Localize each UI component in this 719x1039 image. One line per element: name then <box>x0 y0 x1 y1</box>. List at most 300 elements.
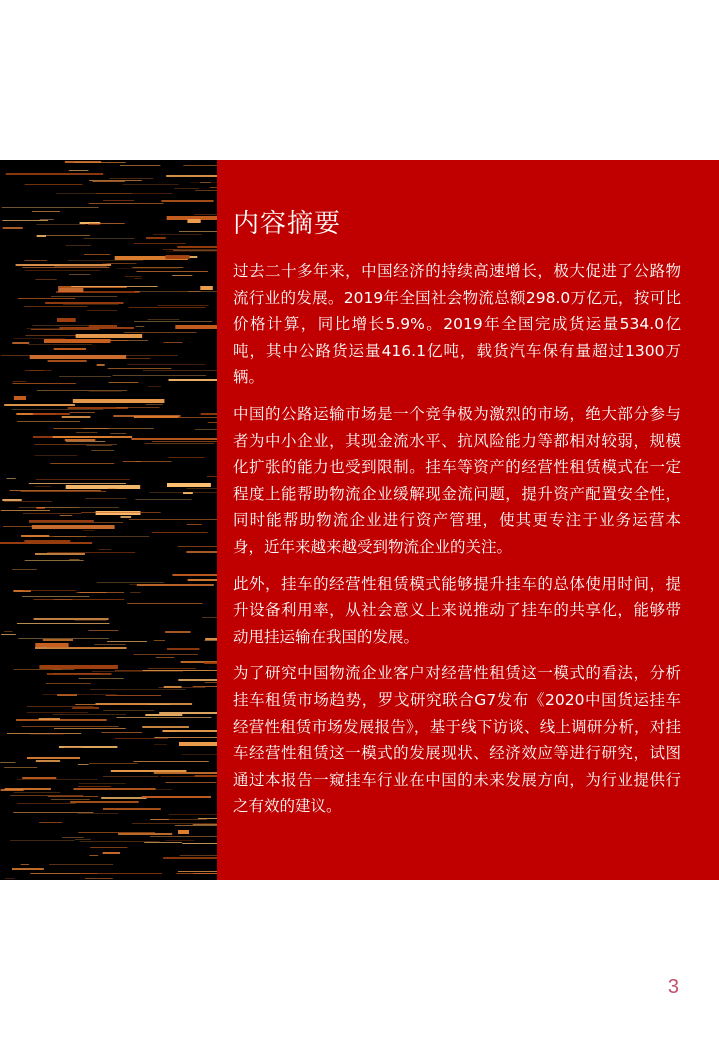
light-streak <box>136 271 208 272</box>
light-streak <box>165 840 194 841</box>
light-streak <box>201 413 217 415</box>
summary-panel <box>217 160 719 880</box>
light-streak <box>35 455 78 456</box>
light-streak <box>146 237 166 239</box>
light-streak <box>27 706 94 707</box>
light-streak <box>92 671 183 672</box>
light-streak <box>134 761 209 762</box>
light-streak <box>59 376 111 377</box>
light-streak <box>69 274 91 275</box>
light-streak <box>132 823 217 824</box>
light-streak <box>107 641 147 642</box>
light-streak <box>85 878 113 879</box>
light-streak <box>121 516 132 518</box>
light-streak <box>89 325 117 327</box>
light-streak <box>131 438 217 440</box>
light-streak <box>179 231 217 232</box>
light-streak <box>17 803 76 804</box>
summary-paragraph-3: 此外，挂车的经营性租赁模式能够提升挂车的总体使用时间，提升设备利用率，从社会意义上来说推动了挂车的共享化，能够带动甩挂运输在我国的发展。 <box>233 574 681 646</box>
light-streak <box>202 617 217 618</box>
light-streak <box>166 251 217 252</box>
light-streak <box>75 620 107 621</box>
light-streak <box>103 710 154 711</box>
light-streak <box>122 184 178 185</box>
light-streak <box>4 767 37 768</box>
light-streak <box>180 855 217 856</box>
light-streak <box>175 325 217 329</box>
light-streak <box>7 733 81 734</box>
light-streak <box>29 522 123 523</box>
light-streak <box>76 432 97 433</box>
light-streak <box>76 334 143 338</box>
light-streak <box>143 670 217 671</box>
light-streak <box>153 819 207 820</box>
light-streak <box>49 864 113 865</box>
light-streak <box>103 776 159 777</box>
light-streak <box>30 734 64 735</box>
light-streak <box>54 348 86 350</box>
light-streak <box>14 669 75 670</box>
light-streak <box>183 165 217 166</box>
light-streak <box>43 639 73 641</box>
light-streak <box>60 515 73 516</box>
light-streak <box>205 638 217 640</box>
light-streak <box>115 738 168 739</box>
light-streak <box>87 310 117 311</box>
light-streak <box>145 714 182 716</box>
light-streak <box>177 246 217 248</box>
light-streak <box>101 732 142 733</box>
light-streak <box>27 712 88 713</box>
light-streaks-graphic <box>0 160 217 880</box>
light-streak <box>35 279 56 280</box>
light-streak <box>136 326 145 327</box>
light-streak <box>97 364 105 366</box>
light-streak <box>135 499 191 500</box>
light-streak <box>12 569 37 570</box>
light-streak <box>35 643 68 647</box>
light-streak <box>92 181 125 182</box>
light-streak <box>36 760 60 762</box>
light-streak <box>75 704 148 705</box>
light-streak <box>48 360 87 362</box>
light-streak <box>207 476 217 477</box>
light-streak <box>19 507 80 508</box>
light-streak <box>78 764 89 765</box>
light-streak <box>175 825 217 826</box>
light-streak <box>14 792 61 793</box>
light-streak <box>148 319 180 320</box>
light-streak <box>53 714 127 715</box>
light-streak <box>101 797 146 799</box>
light-streak <box>89 855 98 856</box>
light-streak <box>165 255 189 259</box>
light-streak <box>51 296 117 297</box>
light-streak <box>103 200 134 201</box>
light-streak <box>129 307 206 308</box>
light-streak <box>24 260 47 261</box>
light-streak <box>142 726 189 728</box>
light-streak <box>204 662 217 664</box>
light-streak <box>57 318 76 322</box>
light-streak <box>32 211 60 212</box>
light-streak <box>152 532 208 533</box>
light-streak <box>89 391 122 392</box>
light-streak <box>91 450 114 451</box>
light-streak <box>125 276 142 277</box>
light-streak <box>187 219 200 223</box>
light-streak <box>34 444 117 445</box>
light-streak <box>134 321 212 322</box>
light-streak <box>35 553 85 555</box>
light-streak <box>156 657 175 658</box>
light-streak <box>16 719 107 721</box>
light-streak <box>13 338 65 339</box>
light-streak <box>27 757 80 759</box>
light-streak <box>32 525 115 529</box>
light-streak <box>89 763 138 764</box>
light-streak <box>10 795 83 796</box>
light-streak <box>109 178 153 179</box>
light-streak <box>16 264 112 266</box>
light-streak <box>79 783 126 784</box>
light-streak <box>63 304 119 305</box>
light-streak <box>79 873 162 874</box>
light-streak <box>34 618 109 620</box>
light-streak <box>144 842 182 843</box>
light-streak <box>182 843 217 844</box>
light-streak <box>72 707 99 709</box>
light-streak <box>39 822 62 823</box>
light-streak <box>31 329 100 330</box>
light-streak <box>51 799 90 800</box>
light-streak <box>167 648 200 650</box>
light-streak <box>25 184 83 185</box>
light-streak <box>174 188 199 189</box>
light-streak <box>195 190 217 191</box>
light-streak <box>30 370 52 371</box>
light-streak <box>22 777 56 779</box>
light-streak <box>187 524 202 525</box>
light-streak <box>113 789 173 790</box>
summary-paragraph-1: 过去二十多年来，中国经济的持续高速增长，极大促进了公路物流行业的发展。2019年全国社会物流总额298.0万亿元，按可比价格计算，同比增长5.9%。2019年全国完成货运量534.0亿吨，其中公路货运量416.1亿吨，载货汽车保有量超过1300万辆。 <box>233 262 681 387</box>
light-streak <box>89 203 164 204</box>
light-streak <box>54 728 126 729</box>
light-streak <box>69 559 79 560</box>
light-streak <box>116 268 178 269</box>
light-streak <box>64 747 82 748</box>
light-streak <box>39 665 118 669</box>
light-streak <box>193 873 217 874</box>
light-streak <box>168 457 204 458</box>
light-streak <box>50 463 114 464</box>
light-streak <box>90 689 186 690</box>
light-streak <box>118 833 172 835</box>
light-streak <box>99 549 112 550</box>
light-streak <box>134 243 186 244</box>
light-streak <box>146 404 163 405</box>
light-streak <box>75 839 91 840</box>
light-streak <box>42 694 117 695</box>
light-streak <box>186 551 217 553</box>
light-streak <box>97 582 165 583</box>
light-streak <box>17 779 98 780</box>
light-streak <box>154 737 217 738</box>
light-streak <box>88 630 118 631</box>
light-streak <box>150 492 217 493</box>
light-streak <box>23 590 76 591</box>
light-streak <box>86 445 111 446</box>
light-streak <box>71 286 157 287</box>
light-streak <box>12 381 26 382</box>
light-streak <box>48 796 98 797</box>
light-streak <box>36 479 130 480</box>
light-streak <box>14 396 26 400</box>
light-streak <box>162 730 217 732</box>
light-streak <box>25 560 84 561</box>
light-streak <box>12 342 29 344</box>
light-streak <box>17 623 110 624</box>
light-streak <box>190 182 217 183</box>
light-streak <box>69 170 89 171</box>
light-streak <box>21 491 107 492</box>
light-streak <box>102 263 129 264</box>
light-streak <box>6 173 104 175</box>
light-streak <box>2 220 48 221</box>
light-streak <box>3 227 23 229</box>
light-streak <box>0 762 15 763</box>
light-streak <box>145 443 215 444</box>
light-streak <box>150 836 217 837</box>
light-streak <box>166 175 217 177</box>
light-streak <box>163 249 218 250</box>
light-streak <box>4 501 53 502</box>
light-streak <box>53 673 100 674</box>
light-streak <box>17 421 80 422</box>
light-streak <box>1 510 50 511</box>
light-streak <box>124 332 197 333</box>
light-streak <box>152 441 217 442</box>
light-streak <box>133 654 198 655</box>
light-streak <box>165 782 216 783</box>
light-streak <box>65 439 96 441</box>
light-streak <box>134 291 217 292</box>
light-streak <box>148 668 196 669</box>
light-streak <box>88 224 100 225</box>
light-streak <box>13 812 93 813</box>
light-streak <box>29 520 94 522</box>
light-streak <box>111 770 187 772</box>
light-streak <box>153 417 217 418</box>
light-streak <box>47 647 104 648</box>
light-streak <box>37 390 127 391</box>
light-streak <box>78 813 118 814</box>
light-streak <box>195 775 217 777</box>
light-streak <box>24 306 88 307</box>
light-streak <box>210 187 218 188</box>
light-streak <box>22 267 109 268</box>
light-streak <box>30 355 127 359</box>
light-streak <box>62 416 91 418</box>
light-streak <box>13 383 76 384</box>
light-streak <box>33 599 124 600</box>
light-streak <box>154 772 217 774</box>
light-streak <box>158 687 205 688</box>
light-streak <box>169 379 218 381</box>
light-streak <box>158 305 209 306</box>
light-streak <box>109 382 139 383</box>
light-streak <box>5 788 51 790</box>
light-streak <box>148 386 161 387</box>
light-streak <box>81 512 161 513</box>
light-streak <box>22 726 119 727</box>
light-streak <box>25 270 101 271</box>
light-streak <box>26 328 62 329</box>
light-streak <box>56 193 132 194</box>
light-streak <box>129 519 217 520</box>
light-streak <box>137 584 214 586</box>
light-streak <box>135 461 171 462</box>
light-streak <box>108 488 116 489</box>
light-streak <box>110 433 126 434</box>
light-streak <box>70 801 139 803</box>
light-streak <box>66 485 141 489</box>
light-streak <box>59 327 134 329</box>
light-streak <box>79 678 124 679</box>
light-streak <box>37 224 86 225</box>
light-streak <box>163 857 217 859</box>
light-streak <box>18 638 109 639</box>
light-streak <box>154 744 167 745</box>
light-streak <box>153 234 202 235</box>
summary-paragraph-4: 为了研究中国物流企业客户对经营性租赁这一模式的看法，分析挂车租赁市场趋势，罗戈研究联合G7发布《2020中国货运挂车经营性租赁市场发展报告》，基于线下访谈、线上调研分析，对挂车经营性租赁这一模式的发展现状、经济效应等进行研究，试图通过本报告一窥挂车行业在中国的未来发展方向，为行业提供行之有效的建议。 <box>233 664 681 816</box>
light-streak <box>205 682 217 683</box>
light-streak <box>90 847 127 848</box>
light-streak <box>187 488 217 489</box>
light-streak <box>78 786 111 787</box>
light-streak <box>69 412 95 413</box>
light-streak <box>83 530 94 531</box>
light-streak <box>12 868 44 870</box>
light-streak <box>165 631 191 633</box>
light-streak <box>208 422 217 423</box>
light-streak <box>35 486 51 487</box>
light-streak <box>127 603 202 604</box>
light-streak <box>23 513 82 514</box>
light-streak <box>21 864 30 865</box>
light-streak <box>172 275 192 276</box>
light-streak <box>2 207 99 208</box>
summary-paragraph-2: 中国的公路运输市场是一个竞争极为激烈的市场，绝大部分参与者为中小企业，其现金流水平、抗风险能力等都相对较弱，规模化扩张的能力也受到限制。挂车等资产的经营性租赁模式在一定程度上能帮助物流企业缓解现金流问题，提升资产配置安全性，同时能帮助物流企业进行资产管理，使其更专注于业务运营本身，近年来越来越受到物流企业的关注。 <box>233 404 681 556</box>
light-streak <box>94 644 125 645</box>
light-streak <box>154 640 165 641</box>
light-streak <box>169 814 217 815</box>
light-streak <box>198 818 217 819</box>
light-streak <box>130 592 141 593</box>
light-streak <box>58 288 83 292</box>
light-streak <box>132 267 183 268</box>
light-streak <box>37 235 46 237</box>
light-streak <box>73 399 165 403</box>
light-streak <box>18 298 75 299</box>
light-streak <box>66 441 105 442</box>
light-streak <box>194 214 217 215</box>
light-streak <box>178 679 217 681</box>
light-streak <box>106 695 162 696</box>
light-streak <box>89 223 125 224</box>
light-streak <box>45 302 123 304</box>
light-streak <box>120 165 160 166</box>
light-streak <box>6 478 15 479</box>
light-streak <box>103 808 161 810</box>
light-streak <box>53 428 109 429</box>
light-streak <box>116 407 159 408</box>
light-streak <box>47 552 135 553</box>
light-streak <box>29 483 126 484</box>
light-streak <box>79 592 106 593</box>
light-streak <box>33 413 70 415</box>
light-streak <box>46 683 91 684</box>
light-streak <box>78 832 155 833</box>
light-streak <box>22 596 89 597</box>
light-streak <box>62 837 84 838</box>
light-streak <box>205 640 217 641</box>
light-streaks-image <box>0 160 217 880</box>
light-streak <box>53 436 133 438</box>
light-streak <box>26 536 86 537</box>
light-streak <box>182 754 218 755</box>
light-streak <box>86 498 127 499</box>
light-streak <box>193 686 217 687</box>
light-streak <box>24 540 70 542</box>
summary-title: 内容摘要 <box>233 209 342 239</box>
light-streak <box>178 546 217 547</box>
light-streak <box>0 542 92 544</box>
light-streak <box>116 717 211 718</box>
light-streak <box>164 342 183 343</box>
light-streak <box>188 579 217 581</box>
light-streak <box>54 266 107 267</box>
light-streak <box>39 718 60 720</box>
light-streak <box>178 871 217 872</box>
light-streak <box>89 180 142 181</box>
light-streak <box>161 200 213 202</box>
light-streak <box>179 742 217 746</box>
light-streak <box>178 830 189 834</box>
light-streak <box>75 162 126 163</box>
light-streak <box>159 712 217 714</box>
light-streak <box>68 260 144 261</box>
light-streak <box>10 840 75 841</box>
light-streak <box>172 574 217 576</box>
light-streak <box>113 375 206 376</box>
light-streak <box>108 368 172 369</box>
light-streak <box>195 429 217 430</box>
light-streak <box>4 631 13 632</box>
light-streak <box>200 286 213 290</box>
light-streak <box>103 852 120 854</box>
light-streak <box>2 499 21 501</box>
light-streak <box>167 483 211 487</box>
light-streak <box>28 344 92 345</box>
light-streak <box>4 404 75 406</box>
light-streak <box>66 245 91 246</box>
page-number: 3 <box>667 976 679 998</box>
light-streak <box>173 250 217 251</box>
light-streak <box>10 490 101 491</box>
light-streak <box>84 254 110 255</box>
light-streak <box>134 278 142 279</box>
